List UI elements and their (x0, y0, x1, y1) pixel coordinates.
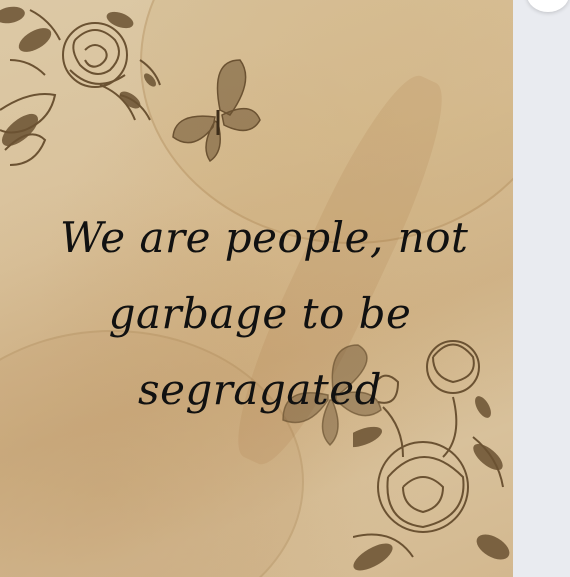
moth-illustration (170, 55, 265, 165)
quote-line-1: We are people, not (60, 213, 469, 262)
quote-text[interactable] (60, 200, 469, 428)
rose-illustration (0, 0, 170, 180)
side-panel (513, 0, 570, 577)
quote-line-2: garbage to be (108, 289, 412, 338)
quote-line-3: segragated (138, 365, 382, 414)
